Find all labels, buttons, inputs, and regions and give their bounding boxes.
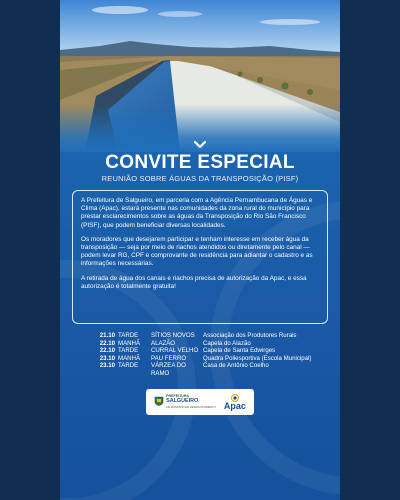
prefeitura-logo bbox=[154, 394, 215, 411]
schedule-city: VÁRZEA DO RAMO bbox=[151, 362, 186, 377]
schedule-place: Casa de Antônio Coelho bbox=[203, 362, 269, 370]
info-paragraph: A retirada de água dos canais e riachos precisa de autorização da Apac, e essa autorização é totalmente gratuita! bbox=[81, 274, 307, 290]
info-paragraph: A Prefeitura de Salgueiro, em parceria com a Agência Pernambucana de Águas e Clima (Apac), estará presente nas comunidades da zona rural do município para prestar esclarecimentos sobre as águas da Transposição do Rio São Francisco (PISF), que podem beneficiar diversas localidades. bbox=[81, 197, 313, 229]
schedule-date: 21.10 bbox=[99, 332, 115, 339]
prefeitura-label: PREFEITURA bbox=[166, 393, 190, 398]
schedule-turn: TARDE bbox=[118, 332, 139, 339]
schedule-date: 22.10 bbox=[99, 347, 115, 355]
schedule-city: ALAZÃO bbox=[151, 339, 176, 347]
apac-label: Apac bbox=[223, 400, 246, 411]
schedule-turn: MANHÃ bbox=[118, 339, 141, 347]
schedule-place: Capela de Santa Edwirges bbox=[203, 347, 276, 355]
chevron-down-icon bbox=[194, 141, 206, 149]
schedule-row bbox=[84, 355, 334, 363]
schedule-row bbox=[84, 340, 334, 348]
schedule-row bbox=[84, 347, 334, 355]
schedule-date: 22.10 bbox=[99, 339, 115, 347]
schedule-city: CURRAL VELHO bbox=[151, 347, 199, 355]
partner-logos bbox=[146, 389, 254, 415]
right-border bbox=[340, 0, 400, 500]
schedule-place: Associação dos Produtores Rurais bbox=[203, 332, 297, 339]
schedule-date: 23.10 bbox=[99, 362, 115, 370]
schedule-city: PAU FERRO bbox=[151, 354, 187, 362]
schedule-city: SÍTIOS NOVOS bbox=[151, 332, 195, 339]
schedule-table bbox=[84, 332, 334, 378]
invitation-subtitle: REUNIÃO SOBRE ÁGUAS DA TRANSPOSIÇÃO (PISF) bbox=[101, 174, 299, 183]
left-border bbox=[0, 0, 60, 500]
schedule-row bbox=[84, 362, 334, 377]
schedule-place: Quadra Poliesportiva (Escola Municipal) bbox=[203, 354, 312, 362]
salgueiro-crest-icon bbox=[154, 396, 164, 408]
schedule-row bbox=[84, 332, 334, 340]
apac-logo bbox=[224, 394, 246, 411]
schedule-turn: TARDE bbox=[118, 362, 139, 370]
schedule-turn: TARDE bbox=[118, 347, 139, 355]
info-box bbox=[72, 190, 328, 324]
schedule-date: 23.10 bbox=[99, 354, 115, 362]
invitation-title: CONVITE ESPECIAL bbox=[105, 152, 295, 173]
info-paragraph: Os moradores que desejarem participar e tenham interesse em receber água da transposição — seja por meio de riachos atendidos ou diretamente pelo canal — podem levar RG, CPF e comprovante de residência para adiantar o cadastro e as informações necessárias. bbox=[81, 235, 313, 268]
invitation-poster bbox=[60, 0, 340, 500]
prefeitura-tagline: UM MUNICÍPIO EM DESENVOLVIMENTO bbox=[166, 405, 216, 409]
salgueiro-label: SALGUEIRO bbox=[166, 398, 199, 405]
schedule-turn: MANHÃ bbox=[118, 354, 141, 362]
schedule-place: Capela do Alazão bbox=[203, 339, 251, 347]
